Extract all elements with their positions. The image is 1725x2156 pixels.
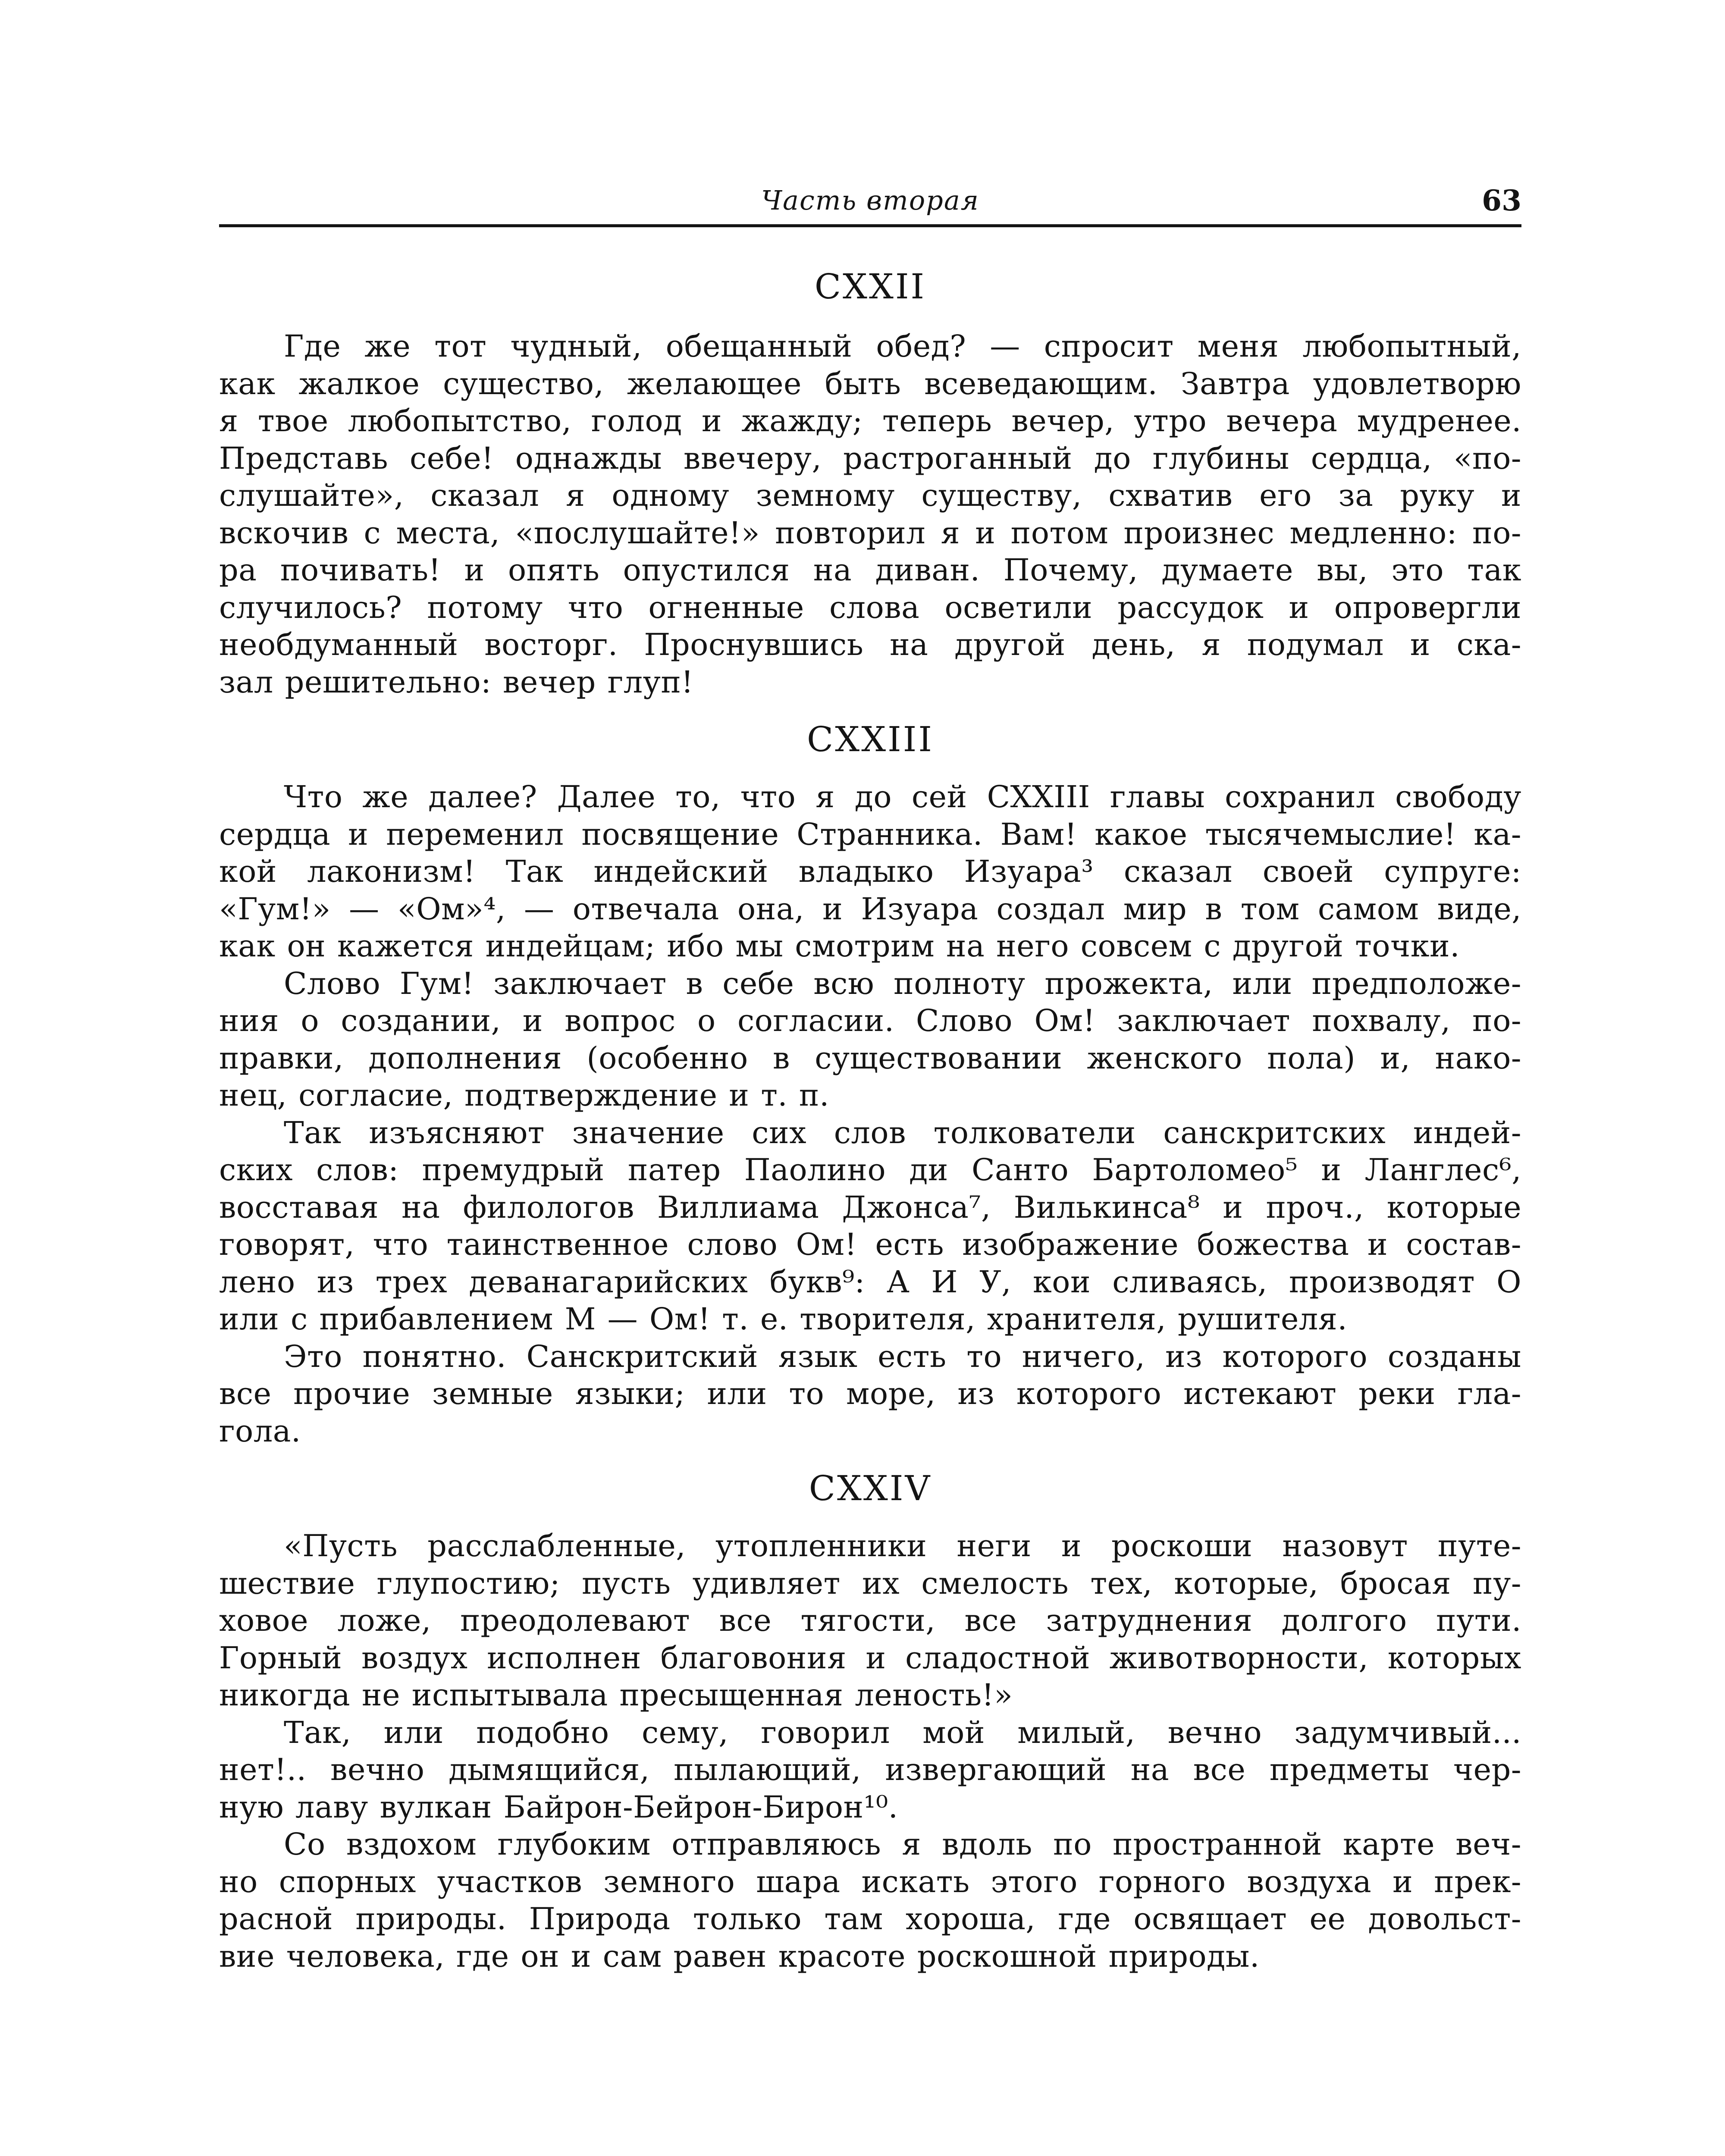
text-line: зал решительно: вечер глуп! xyxy=(219,664,694,700)
paragraph xyxy=(219,1826,1521,1975)
text-line: «Гум!» — «Ом»⁴, — отвечала она, и Изуара создал мир в том самом виде, xyxy=(219,891,1521,927)
chapter-heading: CXXIII xyxy=(807,719,934,759)
text-line: но спорных участков земного шара искать этого горного воздуха и прек- xyxy=(219,1864,1521,1899)
text-line: ховое ложе, преодолевают все тягости, все затруднения долгого пути. xyxy=(219,1603,1521,1638)
paragraph xyxy=(219,1527,1521,1714)
text-line: Так изъясняют значение сих слов толкователи санскритских индей- xyxy=(284,1115,1521,1150)
paragraph xyxy=(219,778,1521,965)
text-line: слушайте», сказал я одному земному существу, схватив его за руку и xyxy=(219,478,1521,513)
text-line: говорят, что таинственное слово Ом! есть изображение божества и состав- xyxy=(219,1227,1521,1262)
text-line: никогда не испытывала пресыщенная леность!» xyxy=(219,1677,1013,1713)
text-line: Представь себе! однажды ввечеру, растроганный до глубины сердца, «по- xyxy=(219,440,1521,476)
chapter-heading: CXXII xyxy=(814,266,926,307)
text-line: Слово Гум! заключает в себе всю полноту прожекта, или предположе- xyxy=(284,965,1521,1001)
text-line: как он кажется индейцам; ибо мы смотрим на него совсем с другой точки. xyxy=(219,928,1460,964)
text-line: ских слов: премудрый патер Паолино ди Санто Бартоломео⁵ и Ланглес⁶, xyxy=(219,1152,1521,1188)
body-text xyxy=(219,265,1521,1975)
chapter-heading: CXXIV xyxy=(809,1468,932,1508)
paragraph xyxy=(219,965,1521,1114)
text-line: ра почивать! и опять опустился на диван. Почему, думаете вы, это так xyxy=(219,552,1521,588)
text-line: «Пусть расслабленные, утопленники неги и роскоши назовут путе- xyxy=(284,1528,1521,1564)
text-line: Со вздохом глубоким отправляюсь я вдоль по пространной карте веч- xyxy=(284,1827,1521,1862)
text-line: вскочив с места, «послушайте!» повторил я и потом произнес медленно: по- xyxy=(219,515,1521,551)
paragraph xyxy=(219,1114,1521,1338)
text-line: правки, дополнения (особенно в существовании женского пола) и, нако- xyxy=(219,1040,1521,1076)
text-line: расной природы. Природа только там хороша, где освящает ее довольст- xyxy=(219,1901,1521,1937)
running-head xyxy=(219,183,1521,222)
text-line: Так, или подобно сему, говорил мой милый, вечно задумчивый... xyxy=(284,1714,1521,1750)
text-line: Где же тот чудный, обещанный обед? — спросит меня любопытный, xyxy=(284,329,1521,364)
text-line: все прочие земные языки; или то море, из которого истекают реки гла- xyxy=(219,1376,1521,1411)
text-line: Горный воздух исполнен благовония и сладостной животворности, которых xyxy=(219,1640,1521,1676)
header-rule xyxy=(219,224,1521,227)
text-line: вие человека, где он и сам равен красоте роскошной природы. xyxy=(219,1938,1260,1974)
paragraph xyxy=(219,1338,1521,1450)
text-line: или с прибавлением М — Ом! т. е. творителя, хранителя, рушителя. xyxy=(219,1301,1348,1337)
paragraph xyxy=(219,1714,1521,1826)
text-line: кой лаконизм! Так индейский владыко Изуара³ сказал своей супруге: xyxy=(219,854,1521,889)
text-line: я твое любопытство, голод и жажду; теперь вечер, утро вечера мудренее. xyxy=(219,403,1521,439)
paragraph xyxy=(219,328,1521,701)
text-line: сердца и переменил посвящение Странника. Вам! какое тысячемыслие! ка- xyxy=(219,816,1521,852)
text-line: гола. xyxy=(219,1413,301,1449)
text-line: Это понятно. Санскритский язык есть то ничего, из которого созданы xyxy=(284,1338,1521,1374)
text-line: ния о создании, и вопрос о согласии. Слово Ом! заключает похвалу, по- xyxy=(219,1003,1521,1038)
text-line: случилось? потому что огненные слова осветили рассудок и опровергли xyxy=(219,589,1521,625)
running-title: Часть вторая xyxy=(761,185,979,216)
text-line: как жалкое существо, желающее быть всеведающим. Завтра удовлетворю xyxy=(219,366,1521,401)
text-line: необдуманный восторг. Проснувшись на другой день, я подумал и ска- xyxy=(219,627,1521,662)
text-line: лено из трех деванагарийских букв⁹: А И У, кои сливаясь, производят О xyxy=(219,1264,1521,1300)
page-number: 63 xyxy=(1482,184,1521,217)
text-line: шествие глупостию; пусть удивляет их смелость тех, которые, бросая пу- xyxy=(219,1565,1521,1601)
text-line: нец, согласие, подтверждение и т. п. xyxy=(219,1078,829,1113)
text-line: восставая на филологов Виллиама Джонса⁷, Вилькинса⁸ и проч., которые xyxy=(219,1189,1521,1225)
text-line: нет!.. вечно дымящийся, пылающий, извергающий на все предметы чер- xyxy=(219,1752,1521,1787)
text-line: Что же далее? Далее то, что я до сей CXXIII главы сохранил свободу xyxy=(284,779,1521,815)
text-line: ную лаву вулкан Байрон-Бейрон-Бирон¹⁰. xyxy=(219,1789,898,1825)
